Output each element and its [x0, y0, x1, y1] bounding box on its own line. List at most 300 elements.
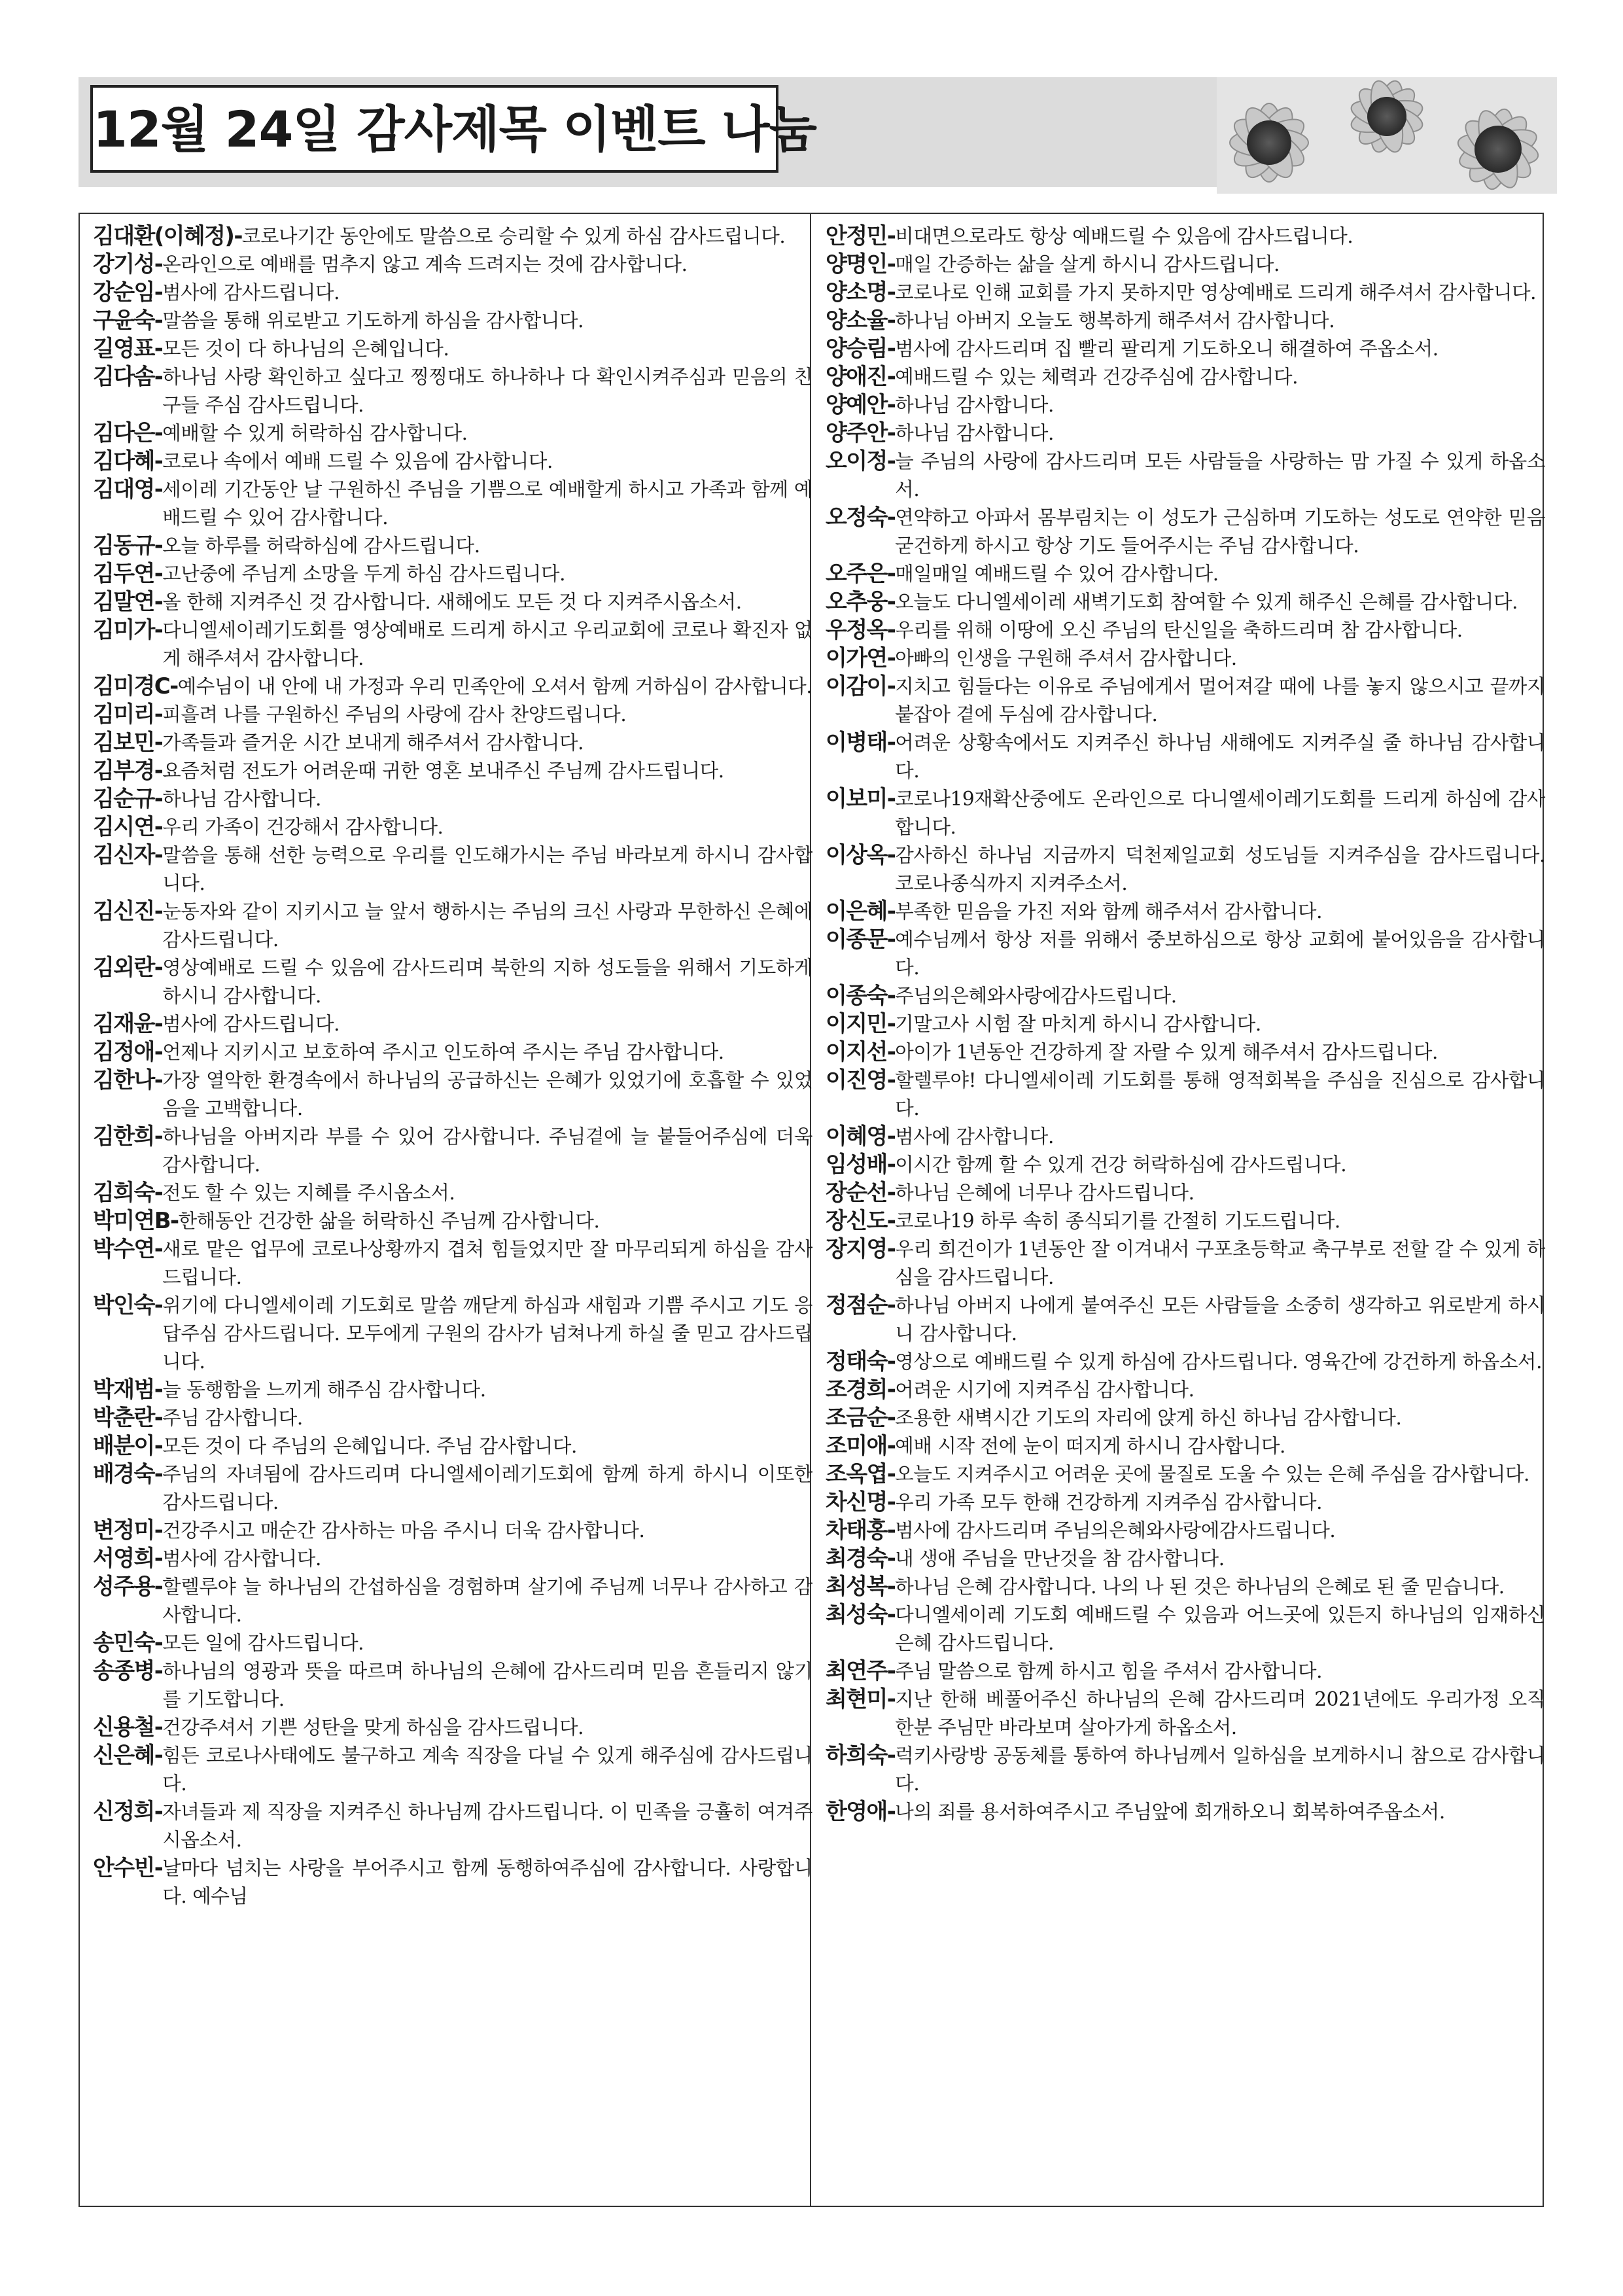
- gratitude-entry: [93, 1629, 812, 1657]
- entry-text: 요즘처럼 전도가 어려운때 귀한 영혼 보내주신 주님께 감사드립니다.: [162, 760, 724, 782]
- entry-name: 박미연B: [93, 1208, 171, 1234]
- entry-name: 길영표: [93, 336, 154, 362]
- entry-text: 전도 할 수 있는 지혜를 주시옵소서.: [162, 1182, 455, 1204]
- title-box: [90, 85, 816, 173]
- entry-name: 김부경: [93, 758, 154, 784]
- entry-separator: -: [154, 589, 163, 615]
- entry-name: 조옥엽: [826, 1461, 887, 1487]
- entry-name: 이감이: [826, 673, 887, 699]
- entry-text: 하나님 감사합니다.: [162, 788, 321, 810]
- entry-text: 늘 동행함을 느끼게 해주심 감사합니다.: [162, 1379, 486, 1401]
- entry-name: 양예안: [826, 392, 887, 418]
- entry-name: 구윤숙: [93, 308, 154, 334]
- gratitude-entry: [93, 1038, 812, 1067]
- gratitude-entry: [93, 307, 812, 335]
- entry-name: 최연주: [826, 1658, 887, 1684]
- entry-separator: -: [886, 645, 896, 671]
- entry-separator: -: [154, 898, 163, 925]
- entry-name: 최경숙: [826, 1545, 887, 1572]
- entry-name: 김재윤: [93, 1011, 154, 1037]
- entry-text: 코로나로 인해 교회를 가지 못하지만 영상예배로 드리게 해주셔서 감사합니다.: [895, 281, 1537, 304]
- entry-text: 할렐루야! 다니엘세이레 기도회를 통해 영적회복을 주심을 진심으로 감사합니다.: [895, 1069, 1545, 1120]
- entry-separator: -: [886, 308, 896, 334]
- entry-separator: -: [886, 786, 896, 812]
- entry-text: 하나님 사랑 확인하고 싶다고 찡찡대도 하나하나 다 확인시켜주심과 믿음의 친구들 주심 감사드립니다.: [162, 366, 812, 416]
- entry-name: 최현미: [826, 1686, 887, 1712]
- entry-separator: -: [154, 955, 163, 981]
- entry-separator: -: [154, 1855, 163, 1881]
- entry-text: 하나님 감사합니다.: [895, 422, 1054, 444]
- gratitude-entry: [93, 588, 812, 616]
- gratitude-entry: [826, 1235, 1545, 1292]
- entry-separator: -: [886, 504, 896, 531]
- entry-separator: -: [154, 1461, 163, 1487]
- entry-separator: -: [886, 589, 896, 615]
- gratitude-entry: [826, 504, 1545, 560]
- entry-text: 코로나19 하루 속히 종식되기를 간절히 기도드립니다.: [895, 1210, 1340, 1232]
- entry-name: 장순선: [826, 1180, 887, 1206]
- entry-name: 김다솜: [93, 364, 154, 390]
- entry-separator: -: [154, 1517, 163, 1544]
- gratitude-entry: [93, 1404, 812, 1432]
- entry-name: 장신도: [826, 1208, 887, 1234]
- entry-text: 피흘려 나를 구원하신 주님의 사랑에 감사 찬양드립니다.: [162, 703, 627, 726]
- entry-name: 우정옥: [826, 617, 887, 643]
- entry-separator: -: [154, 364, 163, 390]
- entry-name: 이가연: [826, 645, 887, 671]
- entry-separator: -: [154, 561, 163, 587]
- gratitude-entry: [93, 898, 812, 954]
- entry-name: 박재범: [93, 1377, 154, 1403]
- gratitude-entry: [93, 841, 812, 898]
- entry-name: 정점순: [826, 1292, 887, 1318]
- entry-separator: -: [154, 336, 163, 362]
- gratitude-entry: [93, 1376, 812, 1404]
- entry-text: 힘든 코로나사태에도 불구하고 계속 직장을 다닐 수 있게 해주심에 감사드립니다.: [162, 1744, 812, 1795]
- entry-name: 이혜영: [826, 1123, 887, 1150]
- gratitude-entry: [826, 926, 1545, 982]
- gratitude-entry: [93, 1460, 812, 1517]
- entry-name: 이지민: [826, 1011, 887, 1037]
- entry-separator: -: [154, 701, 163, 728]
- entry-name: 양승림: [826, 336, 887, 362]
- gratitude-entry: [826, 419, 1545, 448]
- entry-text: 말씀을 통해 선한 능력으로 우리를 인도해가시는 주님 바라보게 하시니 감사합니다.: [162, 844, 812, 894]
- gratitude-entry: [93, 701, 812, 729]
- entry-name: 김정애: [93, 1039, 154, 1065]
- entry-name: 김대영: [93, 476, 154, 503]
- gratitude-entry: [93, 673, 812, 701]
- entry-text: 조용한 새벽시간 기도의 자리에 앉게 하신 하나님 감사합니다.: [895, 1407, 1402, 1429]
- gratitude-entry: [826, 785, 1545, 841]
- entry-name: 양애진: [826, 364, 887, 390]
- gratitude-entry: [93, 757, 812, 785]
- entry-separator: -: [154, 786, 163, 812]
- gratitude-entry: [826, 982, 1545, 1010]
- gratitude-entry: [93, 222, 812, 251]
- entry-separator: -: [154, 448, 163, 474]
- entry-name: 서영희: [93, 1545, 154, 1572]
- entry-text: 건강주시고 매순간 감사하는 마음 주시니 더욱 감사합니다.: [162, 1519, 645, 1542]
- entry-text: 부족한 믿음을 가진 저와 함께 해주셔서 감사합니다.: [895, 900, 1323, 923]
- entry-name: 최성숙: [826, 1602, 887, 1628]
- entry-name: 양주안: [826, 420, 887, 446]
- entry-text: 코로나19재확산중에도 온라인으로 다니엘세이레기도회를 드리게 하심에 감사합니다.: [895, 788, 1545, 838]
- gratitude-entry: [826, 1151, 1545, 1179]
- gratitude-entry: [826, 1123, 1545, 1151]
- entry-text: 영상예배로 드릴 수 있음에 감사드리며 북한의 지하 성도들을 위해서 기도하게 하시니 감사합니다.: [162, 957, 812, 1007]
- entry-text: 하나님을 아버지라 부를 수 있어 감사합니다. 주님곁에 늘 붙들어주심에 더욱 감사합니다.: [162, 1125, 812, 1176]
- entry-name: 배분이: [93, 1433, 154, 1459]
- gratitude-entry: [826, 448, 1545, 504]
- entry-name: 오주은: [826, 561, 887, 587]
- entry-separator: -: [886, 1545, 896, 1572]
- entry-text: 가족들과 즐거운 시간 보내게 해주셔서 감사합니다.: [162, 732, 584, 754]
- gratitude-entry: [93, 1179, 812, 1207]
- entry-name: 안수빈: [93, 1855, 154, 1881]
- entry-name: 이지선: [826, 1039, 887, 1065]
- gratitude-entry: [93, 1292, 812, 1376]
- gratitude-entry: [93, 1207, 812, 1235]
- entry-name: 김말연: [93, 589, 154, 615]
- gratitude-entry: [826, 588, 1545, 616]
- entry-text: 기말고사 시험 잘 마치게 하시니 감사합니다.: [895, 1013, 1261, 1035]
- entry-text: 하나님 은혜 감사합니다. 나의 나 된 것은 하나님의 은혜로 된 줄 믿습니다.: [895, 1576, 1505, 1598]
- entry-name: 송종병: [93, 1658, 154, 1684]
- gratitude-entry: [826, 1686, 1545, 1742]
- entry-name: 양소명: [826, 279, 887, 306]
- gratitude-entry: [826, 1207, 1545, 1235]
- entry-name: 강기성: [93, 251, 154, 277]
- entry-separator: -: [886, 1602, 896, 1628]
- entry-separator: -: [154, 1236, 163, 1262]
- entry-separator: -: [154, 1545, 163, 1572]
- gratitude-entry: [826, 1404, 1545, 1432]
- entry-separator: -: [886, 730, 896, 756]
- entry-separator: -: [154, 1377, 163, 1403]
- entry-name: 오이정: [826, 448, 887, 474]
- entry-name: 김동규: [93, 533, 154, 559]
- gratitude-entry: [826, 560, 1545, 588]
- entry-separator: -: [154, 730, 163, 756]
- gratitude-entry: [826, 1601, 1545, 1657]
- entry-text: 모든 것이 다 주님의 은혜입니다. 주님 감사합니다.: [162, 1435, 578, 1457]
- entry-name: 변정미: [93, 1517, 154, 1544]
- entry-text: 건강주셔서 기쁜 성탄을 맞게 하심을 감사드립니다.: [162, 1716, 584, 1739]
- gratitude-entry: [826, 1742, 1545, 1798]
- entry-text: 새로 맡은 업무에 코로나상황까지 겹쳐 힘들었지만 잘 마무리되게 하심을 감사드립니다.: [162, 1238, 812, 1288]
- entry-text: 모든 것이 다 하나님의 은혜입니다.: [162, 338, 449, 360]
- entry-text: 매일 간증하는 삶을 살게 하시니 감사드립니다.: [895, 253, 1280, 275]
- gratitude-entry: [826, 898, 1545, 926]
- gratitude-entry: [93, 1067, 812, 1123]
- entry-separator: -: [234, 223, 242, 249]
- entry-separator: -: [154, 1742, 163, 1769]
- entry-separator: -: [154, 1574, 163, 1600]
- entry-text: 연약하고 아파서 몸부림치는 이 성도가 근심하며 기도하는 성도로 연약한 믿음 굳건하게 하시고 항상 기도 들어주시는 주님 감사합니다.: [895, 506, 1545, 557]
- gratitude-entry: [93, 251, 812, 279]
- gratitude-entry: [93, 279, 812, 307]
- entry-text: 코로나 속에서 예배 드릴 수 있음에 감사합니다.: [162, 450, 553, 472]
- gratitude-entry: [93, 1714, 812, 1742]
- gratitude-entry: [93, 1010, 812, 1038]
- entry-name: 임성배: [826, 1152, 887, 1178]
- entry-separator: -: [886, 1067, 896, 1093]
- entry-text: 범사에 감사드리며 주님의은혜와사랑에감사드립니다.: [895, 1519, 1336, 1542]
- gratitude-entry: [93, 363, 812, 419]
- entry-name: 김신진: [93, 898, 154, 925]
- entry-name: 성주용: [93, 1574, 154, 1600]
- entry-text: 늘 주님의 사랑에 감사드리며 모든 사람들을 사랑하는 맘 가질 수 있게 하옵소서.: [895, 450, 1545, 501]
- entry-separator: -: [886, 927, 896, 953]
- entry-separator: -: [154, 1039, 163, 1065]
- entry-separator: -: [154, 1292, 163, 1318]
- entry-text: 언제나 지키시고 보호하여 주시고 인도하여 주시는 주님 감사합니다.: [162, 1041, 724, 1063]
- entry-separator: -: [154, 1123, 163, 1150]
- entry-name: 김미가: [93, 617, 154, 643]
- gratitude-entry: [826, 1348, 1545, 1376]
- entry-name: 배경숙: [93, 1461, 154, 1487]
- entry-text: 위기에 다니엘세이레 기도회로 말씀 깨닫게 하심과 새힘과 기쁨 주시고 기도 응답주심 감사드립니다. 모두에게 구원의 감사가 넘쳐나게 하실 줄 믿고 감사드립니다.: [162, 1294, 812, 1373]
- gratitude-entry: [826, 1545, 1545, 1573]
- gratitude-entry: [93, 476, 812, 532]
- entry-separator: -: [886, 983, 896, 1009]
- entry-separator: -: [886, 898, 896, 925]
- gratitude-entry: [826, 1517, 1545, 1545]
- entry-name: 박인숙: [93, 1292, 154, 1318]
- entry-name: 정태숙: [826, 1349, 887, 1375]
- entry-name: 이종문: [826, 927, 887, 953]
- entry-separator: -: [886, 1742, 896, 1769]
- entry-text: 범사에 감사합니다.: [895, 1125, 1054, 1148]
- entry-text: 럭키사랑방 공동체를 통하여 하나님께서 일하심을 보게하시니 참으로 감사합니다.: [895, 1744, 1545, 1795]
- entry-separator: -: [154, 1658, 163, 1684]
- entry-text: 코로나기간 동안에도 말씀으로 승리할 수 있게 하심 감사드립니다.: [241, 225, 786, 247]
- entry-text: 주님 말씀으로 함께 하시고 힘을 주셔서 감사합니다.: [895, 1660, 1323, 1682]
- gratitude-entry: [826, 1038, 1545, 1067]
- entry-separator: -: [886, 1405, 896, 1431]
- gratitude-entry: [93, 1432, 812, 1460]
- entry-name: 이병태: [826, 730, 887, 756]
- entry-text: 이시간 함께 할 수 있게 건강 허락하심에 감사드립니다.: [895, 1154, 1347, 1176]
- entry-text: 범사에 감사드립니다.: [162, 281, 340, 304]
- entry-text: 온라인으로 예배를 멈추지 않고 계속 드려지는 것에 감사합니다.: [162, 253, 688, 275]
- gratitude-entry: [826, 222, 1545, 251]
- gratitude-entry: [93, 1657, 812, 1714]
- entry-separator: -: [154, 1011, 163, 1037]
- entry-separator: -: [886, 1517, 896, 1544]
- entry-separator: -: [886, 364, 896, 390]
- gratitude-entry: [826, 391, 1545, 419]
- gratitude-entry: [826, 645, 1545, 673]
- gratitude-entry: [826, 1179, 1545, 1207]
- entry-separator: -: [886, 673, 896, 699]
- entry-text: 다니엘세이레기도회를 영상예배로 드리게 하시고 우리교회에 코로나 확진자 없게 해주셔서 감사합니다.: [162, 619, 812, 669]
- entry-text: 어려운 시기에 지켜주심 감사합니다.: [895, 1379, 1195, 1401]
- gratitude-entry: [826, 841, 1545, 898]
- gratitude-entry: [93, 1573, 812, 1629]
- entry-text: 하나님 은혜에 너무나 감사드립니다.: [895, 1182, 1195, 1204]
- gratitude-entry: [93, 954, 812, 1010]
- entry-name: 김보민: [93, 730, 154, 756]
- entry-separator: -: [154, 1630, 163, 1656]
- entry-separator: -: [886, 420, 896, 446]
- entry-separator: -: [886, 1799, 896, 1825]
- gratitude-entry: [826, 1489, 1545, 1517]
- entry-text: 영상으로 예배드릴 수 있게 하심에 감사드립니다. 영육간에 강건하게 하옵소서.: [895, 1351, 1543, 1373]
- entry-text: 예배 시작 전에 눈이 떠지게 하시니 감사합니다.: [895, 1435, 1285, 1457]
- entry-name: 오정숙: [826, 504, 887, 531]
- entry-text: 비대면으로라도 항상 예배드릴 수 있음에 감사드립니다.: [895, 225, 1353, 247]
- entry-text: 날마다 넘치는 사랑을 부어주시고 함께 동행하여주심에 감사합니다. 사랑합니다. 예수님: [162, 1857, 812, 1907]
- entry-text: 올 한해 지켜주신 것 감사합니다. 새해에도 모든 것 다 지켜주시옵소서.: [162, 591, 742, 613]
- entry-separator: -: [886, 1349, 896, 1375]
- gratitude-entry: [826, 1432, 1545, 1460]
- gratitude-entry: [93, 1798, 812, 1854]
- entry-separator: -: [886, 1489, 896, 1515]
- entry-separator: -: [886, 251, 896, 277]
- entry-name: 조경희: [826, 1377, 887, 1403]
- entry-text: 어려운 상황속에서도 지켜주신 하나님 새해에도 지켜주실 줄 하나님 감사합니다.: [895, 732, 1545, 782]
- entry-separator: -: [886, 1461, 896, 1487]
- entry-separator: -: [886, 1377, 896, 1403]
- entry-name: 이종숙: [826, 983, 887, 1009]
- entry-name: 김시연: [93, 814, 154, 840]
- entry-text: 범사에 감사드립니다.: [162, 1013, 340, 1035]
- gratitude-entry: [826, 1573, 1545, 1601]
- gratitude-entry: [826, 1376, 1545, 1404]
- entry-text: 범사에 감사합니다.: [162, 1547, 321, 1570]
- gratitude-entry: [826, 251, 1545, 279]
- entry-text: 하나님 아버지 나에게 붙여주신 모든 사람들을 소중히 생각하고 위로받게 하시니 감사합니다.: [895, 1294, 1545, 1345]
- entry-separator: -: [154, 617, 163, 643]
- gratitude-entry: [93, 813, 812, 841]
- gratitude-entry: [93, 1235, 812, 1292]
- entry-name: 장지영: [826, 1236, 887, 1262]
- entry-name: 양소율: [826, 308, 887, 334]
- entry-separator: -: [154, 1433, 163, 1459]
- entry-text: 예수님이 내 안에 내 가정과 우리 민족안에 오셔서 함께 거하심이 감사합니다.: [177, 675, 812, 698]
- entry-separator: -: [886, 336, 896, 362]
- entry-separator: -: [154, 842, 163, 868]
- entry-name: 김순규: [93, 786, 154, 812]
- entry-separator: -: [886, 223, 896, 249]
- entry-name: 차태홍: [826, 1517, 887, 1544]
- gratitude-entry: [93, 616, 812, 673]
- entry-text: 하나님 아버지 오늘도 행복하게 해주셔서 감사합니다.: [895, 309, 1335, 332]
- entry-separator: -: [154, 1405, 163, 1431]
- gratitude-entry: [826, 1798, 1545, 1826]
- entry-text: 아빠의 인생을 구원해 주셔서 감사합니다.: [895, 647, 1237, 669]
- entry-separator: -: [154, 308, 163, 334]
- entry-text: 우리 가족이 건강해서 감사합니다.: [162, 816, 444, 838]
- entry-text: 자녀들과 제 직장을 지켜주신 하나님께 감사드립니다. 이 민족을 긍휼히 여겨주시옵소서.: [162, 1801, 812, 1851]
- entry-separator: -: [886, 1658, 896, 1684]
- entry-separator: -: [886, 1208, 896, 1234]
- entry-separator: -: [154, 533, 163, 559]
- entry-name: 김다혜: [93, 448, 154, 474]
- entry-name: 김신자: [93, 842, 154, 868]
- entry-name: 박수연: [93, 1236, 154, 1262]
- entry-name: 안정민: [826, 223, 887, 249]
- entry-text: 주님 감사합니다.: [162, 1407, 303, 1429]
- gratitude-entry: [93, 1545, 812, 1573]
- entry-separator: -: [154, 1180, 163, 1206]
- entry-text: 오늘도 지켜주시고 어려운 곳에 물질로 도울 수 있는 은혜 주심을 감사합니다.: [895, 1463, 1530, 1485]
- entry-text: 하나님의 영광과 뜻을 따르며 하나님의 은혜에 감사드리며 믿음 흔들리지 않기를 기도합니다.: [162, 1660, 812, 1710]
- entry-text: 할렐루야 늘 하나님의 간섭하심을 경험하며 살기에 주님께 너무나 감사하고 감사합니다.: [162, 1576, 812, 1626]
- entry-separator: -: [886, 279, 896, 306]
- entry-text: 우리 희건이가 1년동안 잘 이겨내서 구포초등학교 축구부로 전할 갈 수 있게 하심을 감사드립니다.: [895, 1238, 1545, 1288]
- entry-name: 김희숙: [93, 1180, 154, 1206]
- gratitude-entry: [93, 729, 812, 757]
- entry-text: 우리를 위해 이땅에 오신 주님의 탄신일을 축하드리며 참 감사합니다.: [895, 619, 1463, 641]
- entry-name: 박춘란: [93, 1405, 154, 1431]
- entry-text: 세이레 기간동안 날 구원하신 주님을 기쁨으로 예배할게 하시고 가족과 함께 예배드릴 수 있어 감사합니다.: [162, 478, 812, 529]
- gratitude-entry: [826, 1067, 1545, 1123]
- gratitude-entry: [826, 307, 1545, 335]
- entry-separator: -: [886, 617, 896, 643]
- entry-text: 고난중에 주님게 소망을 두게 하심 감사드립니다.: [162, 563, 566, 585]
- entry-name: 김미리: [93, 701, 154, 728]
- gratitude-entry: [93, 1742, 812, 1798]
- entry-text: 오늘도 다니엘세이레 새벽기도회 참여할 수 있게 해주신 은혜를 감사합니다.: [895, 591, 1518, 613]
- entry-separator: -: [154, 814, 163, 840]
- gratitude-entry: [93, 1854, 812, 1911]
- gratitude-entry: [93, 1517, 812, 1545]
- entry-separator: -: [154, 1067, 163, 1093]
- entry-text: 예배할 수 있게 허락하심 감사합니다.: [162, 422, 468, 444]
- entry-separator: -: [886, 1433, 896, 1459]
- gratitude-entry: [826, 1657, 1545, 1686]
- entry-name: 김한나: [93, 1067, 154, 1093]
- entry-name: 김다은: [93, 420, 154, 446]
- entry-separator: -: [886, 1686, 896, 1712]
- gratitude-entry: [93, 532, 812, 560]
- entry-name: 오추웅: [826, 589, 887, 615]
- entry-separator: -: [886, 392, 896, 418]
- entry-text: 지치고 힘들다는 이유로 주님에게서 멀어져갈 때에 나를 놓지 않으시고 끝까지 붙잡아 곁에 두심에 감사합니다.: [895, 675, 1545, 726]
- entry-separator: -: [154, 758, 163, 784]
- entry-separator: -: [154, 420, 163, 446]
- entry-separator: -: [886, 1236, 896, 1262]
- gratitude-entry: [93, 785, 812, 813]
- entry-name: 신용철: [93, 1714, 154, 1740]
- gratitude-entry: [826, 616, 1545, 645]
- entry-text: 한해동안 건강한 삶을 허락하신 주님께 감사합니다.: [178, 1210, 600, 1232]
- entry-name: 신정희: [93, 1799, 154, 1825]
- entry-text: 눈동자와 같이 지키시고 늘 앞서 행하시는 주님의 크신 사랑과 무한하신 은혜에 감사드립니다.: [162, 900, 812, 951]
- entry-name: 이은혜: [826, 898, 887, 925]
- entry-name: 조금순: [826, 1405, 887, 1431]
- entry-text: 오늘 하루를 허락하심에 감사드립니다.: [162, 535, 480, 557]
- entry-separator: -: [154, 251, 163, 277]
- left-column: [93, 222, 812, 1911]
- entry-text: 나의 죄를 용서하여주시고 주님앞에 회개하오니 회복하여주옵소서.: [895, 1801, 1445, 1823]
- sunflower-decoration: [1217, 71, 1557, 202]
- entry-text: 모든 일에 감사드립니다.: [162, 1632, 364, 1654]
- entry-separator: -: [154, 1714, 163, 1740]
- entry-text: 하나님 감사합니다.: [895, 394, 1054, 416]
- entry-separator: -: [886, 1011, 896, 1037]
- entry-name: 이상옥: [826, 842, 887, 868]
- page-title: 12월 24일 감사제목 이벤트 나눔: [93, 100, 816, 158]
- entry-separator: -: [154, 476, 163, 503]
- entry-separator: -: [154, 279, 163, 306]
- entry-name: 양명인: [826, 251, 887, 277]
- entry-text: 지난 한해 베풀어주신 하나님의 은혜 감사드리며 2021년에도 우리가정 오직 한분 주님만 바라보며 살아가게 하옵소서.: [895, 1688, 1545, 1739]
- gratitude-entry: [93, 419, 812, 448]
